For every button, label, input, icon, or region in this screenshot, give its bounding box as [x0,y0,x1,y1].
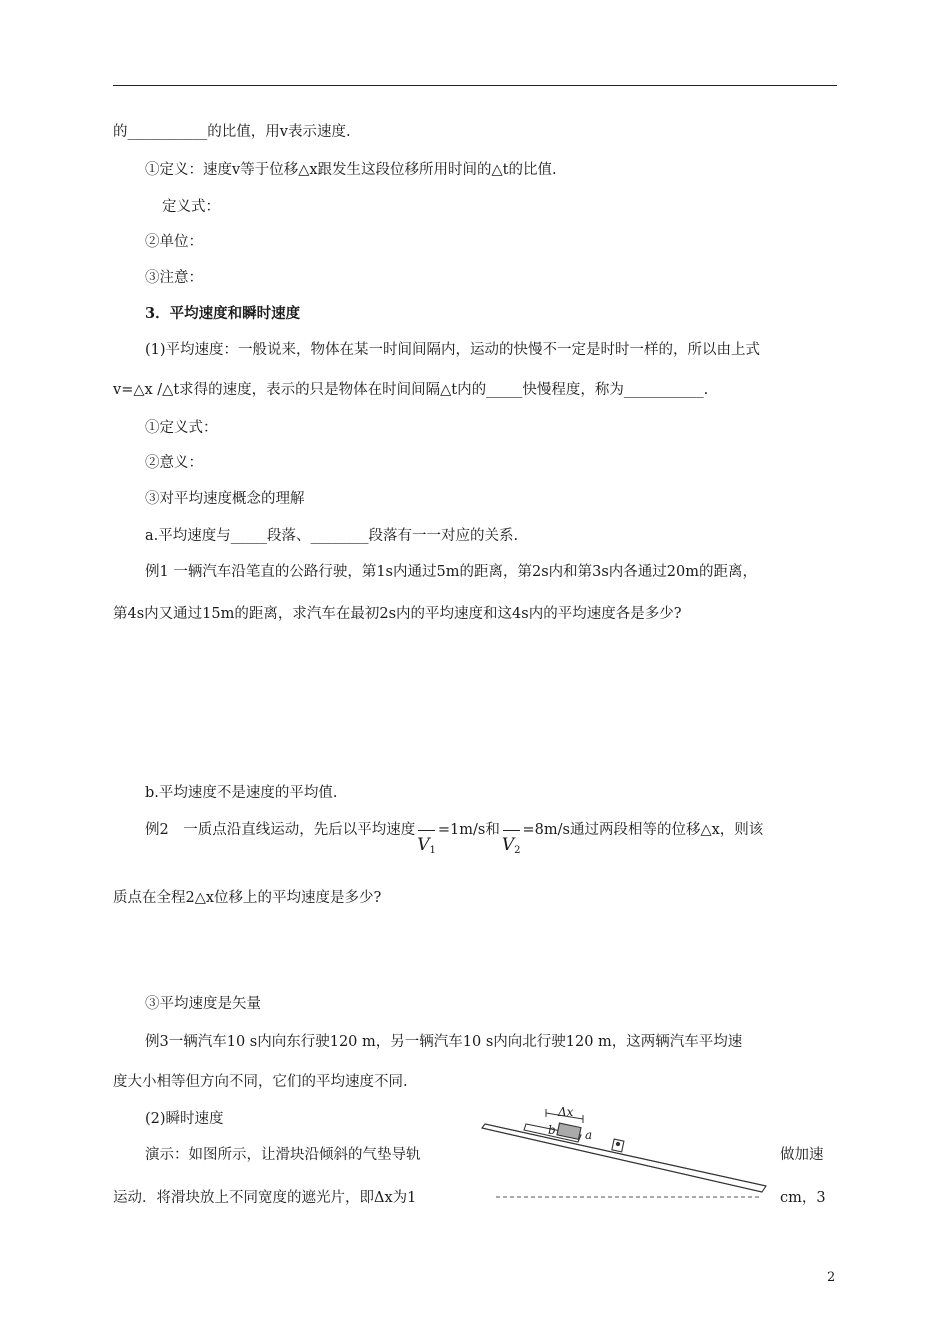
text-line: b.平均速度不是速度的平均值. [145,785,338,801]
text-line: v=△x /△t求得的速度，表示的只是物体在时间间隔△t内的_____快慢程度，称为___________. [113,382,709,398]
header-rule [113,85,837,86]
text-line: ③对平均速度概念的理解 [145,491,305,507]
text-line: ③平均速度是矢量 [145,996,261,1012]
air-track [482,1124,766,1192]
text-line: 定义式： [162,199,220,215]
text-line: 演示：如图所示，让滑块沿倾斜的气垫导轨 [145,1147,421,1163]
dx-label: Δx [558,1105,574,1119]
label-b: b [548,1123,556,1137]
text-line: 运动．将滑块放上不同宽度的遮光片，即Δx为1 [113,1190,417,1206]
text-line: 的___________的比值，用v表示速度. [113,124,351,140]
text-line: ②单位： [145,234,203,250]
text-line: a.平均速度与_____段落、________段落有一一对应的关系. [145,528,519,544]
text-line: (2)瞬时速度 [145,1111,224,1127]
v1-symbol: $V_1$ [417,835,436,861]
page-number: 2 [827,1270,836,1285]
text-line: ①定义：速度v等于位移△x跟发生这段位移所用时间的△t的比值. [145,162,557,178]
text-line: 第4s内又通过15m的距离，求汽车在最初2s内的平均速度和这4s内的平均速度各是多少? [113,606,682,622]
text-fragment: =8m/s通过两段相等的位移△x，则该 [522,822,764,838]
text-line: ①定义式： [145,420,218,436]
v2-symbol: $V_2$ [502,835,521,861]
air-track-figure [478,1104,776,1210]
text-line: 例1 一辆汽车沿笔直的公路行驶，第1s内通过5m的距离，第2s内和第3s内各通过20m的距离， [145,564,758,580]
text-line: 度大小相等但方向不同，它们的平均速度不同. [113,1074,408,1090]
text-fragment: =1m/s和 [437,822,500,838]
section-heading: 3．平均速度和瞬时速度 [145,305,301,322]
text-line: cm，3 [780,1190,826,1206]
text-line: 做加速 [780,1147,824,1163]
label-a: a [585,1128,593,1142]
text-line: (1)平均速度：一般说来，物体在某一时间间隔内，运动的快慢不一定是时时一样的，所以由上式 [145,342,761,358]
text-fragment: 例2 一质点沿直线运动，先后以平均速度 [145,822,416,838]
text-line: 质点在全程2△x位移上的平均速度是多少? [113,890,382,906]
text-line: 例3一辆汽车10 s内向东行驶120 m，另一辆汽车10 s内向北行驶120 m，这两辆汽车平均速 [145,1034,743,1050]
example-2-line [145,820,763,861]
text-line: ③注意： [145,270,203,286]
text-line: ②意义： [145,455,203,471]
